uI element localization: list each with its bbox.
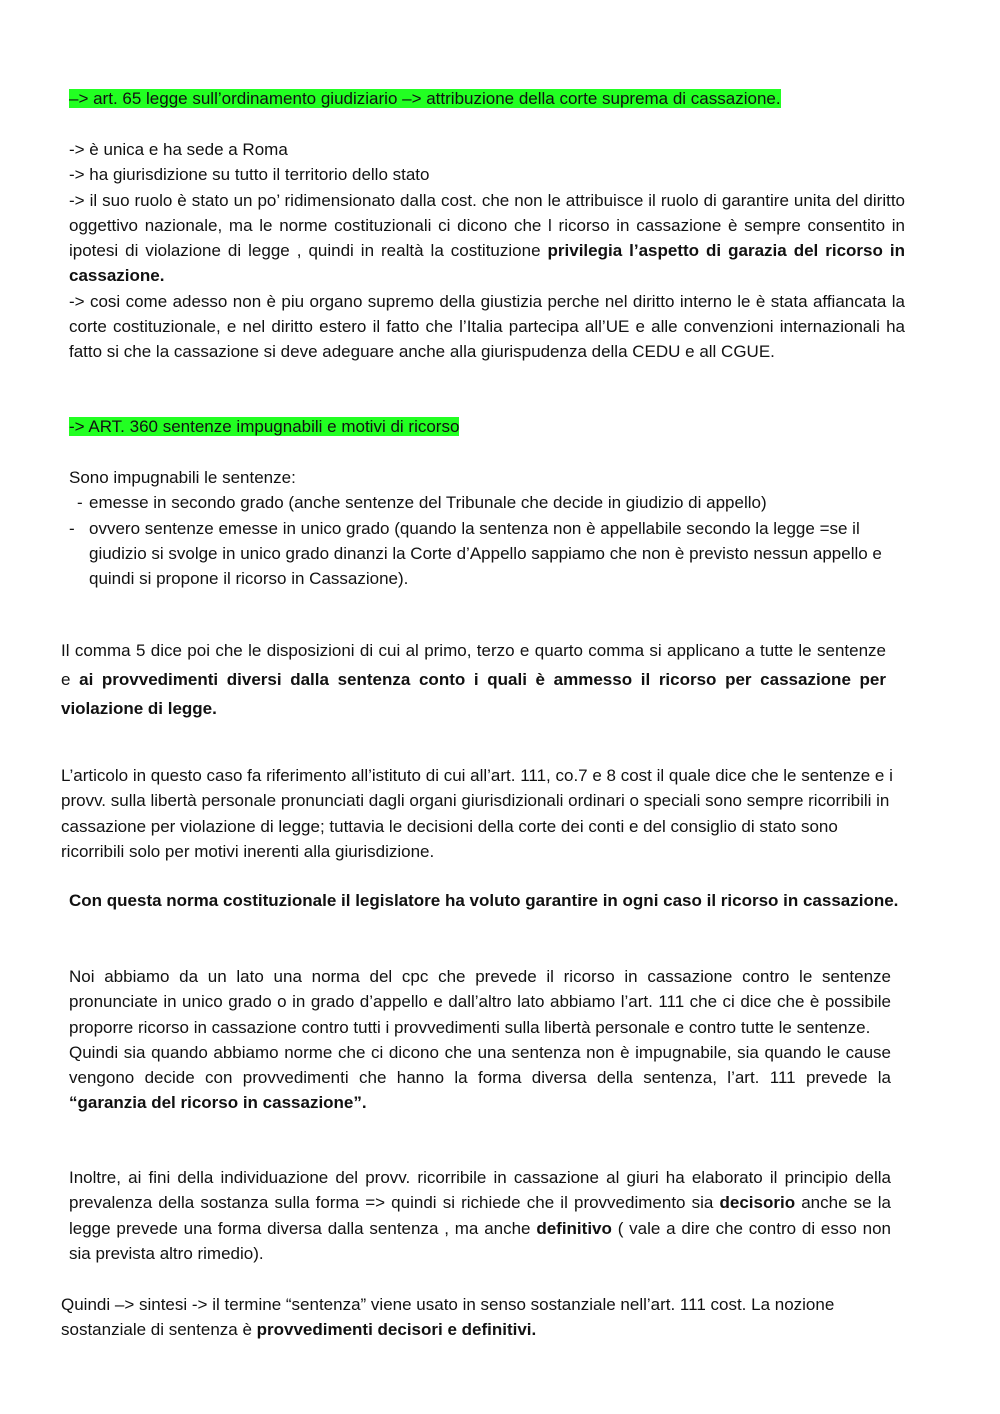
bold-garanzia: “garanzia del ricorso in cassazione”. (69, 1093, 367, 1113)
art-111-paragraph: L’articolo in questo caso fa riferimento all’istituto di cui all’art. 111, co.7 e 8 cost il quale dice che le sentenze e i provv. sulla libertà personale pronunciati dagli organi giurisdizionali ordinari o speciali sono sempre ricorribili in cassazione per violazione di legge; tuttavia le decisioni della corte dei conti e del consiglio di stato sono ricorribili solo per motivi inerenti alla giurisdizione. (61, 766, 893, 861)
cassazione-description (69, 137, 905, 365)
line-unica: -> è unica e ha sede a Roma (69, 140, 288, 159)
line-organo-supremo: -> cosi come adesso non è piu organo supremo della giustizia perche nel diritto interno le è stata affiancata la corte costituzionale, e nel diritto estero il fatto che l’Italia partecipa all’UE e alle convenzioni internazionali ha fatto si che la cassazione si deve adeguare anche alla giurispudenza della CEDU e all CGUE. (69, 291, 905, 362)
list-item: - emesse in secondo grado (anche sentenze del Tribunale che decide in giudizio di appello) (77, 493, 767, 513)
bold-norma-paragraph: Con questa norma costituzionale il legislatore ha voluto garantire in ogni caso il ricorso in cassazione. (69, 891, 899, 910)
highlight-heading-art-360: -> ART. 360 sentenze impugnabili e motivi di ricorso (69, 417, 460, 436)
heading-art-360 (69, 414, 949, 439)
impugnabili-list-block (69, 465, 905, 591)
quindi-sia-paragraph: Quindi sia quando abbiamo norme che ci dicono che una sentenza non è impugnabile, sia quando le cause vengono decide con provvedimenti che hanno la forma diversa della sentenza, l’art. 111 prevede la “garanzia del ricorso in cassazione”. (69, 1042, 891, 1113)
list-item: - ovvero sentenze emesse in unico grado (quando la sentenza non è appellabile secondo la legge =se il giudizio si svolge in unico grado dinanzi la Corte d’Appello sappiamo che non è previsto nessun appello e quindi si propone il ricorso in Cassazione). (69, 518, 882, 589)
line-ruolo: -> il suo ruolo è stato un po’ ridimensionato dalla cost. che non le attribuisce il ruolo di garantire unita del diritto oggettivo nazionale, ma le norme costituzionali ci dicono che l ricorso in cassazione è sempre consentito in ipotesi di violazione di legge , quindi in realtà la costituzione privilegia l’aspetto di garazia del ricorso in cassazione. (69, 190, 905, 286)
bold-decisorio: decisorio (719, 1193, 796, 1213)
bold-provvedimenti-decisori: provvedimenti decisori e definitivi. (256, 1320, 537, 1340)
impugnabili-list (69, 490, 905, 591)
bold-definitivo: definitivo (536, 1218, 612, 1238)
bold-provvedimenti-diversi: ai provvedimenti diversi dalla sentenza conto i quali è ammesso il ricorso per cassazione per violazione di legge. (61, 670, 886, 718)
heading-art-65 (69, 86, 949, 111)
sintesi-paragraph: Quindi –> sintesi -> il termine “sentenza” viene usato in senso sostanziale nell’art. 111 cost. La nozione sostanziale di sentenza è provvedimenti decisori e definitivi. (61, 1295, 835, 1340)
highlight-heading-art-65: –> art. 65 legge sull’ordinamento giudiziario –> attribuzione della corte suprema di cassazione. (69, 89, 781, 108)
bold-privilegia: privilegia l’aspetto di garazia del ricorso in cassazione. (69, 241, 905, 286)
line-giurisdizione: -> ha giurisdizione su tutto il territorio dello stato (69, 165, 430, 185)
noi-abbiamo-paragraph: Noi abbiamo da un lato una norma del cpc che prevede il ricorso in cassazione contro le sentenze pronunciate in unico grado o in grado d’appello e dall’altro lato abbiamo l’art. 111 che ci dice che è possibile proporre ricorso in cassazione contro tutti i provvedimenti sulla libertà personale e contro tutte le sentenze. Quindi sia quando abbiamo norme che ci dicono che una sentenza non è impugnabile, sia quando le cause vengono decide con provvedimenti che hanno la forma diversa della sentenza, l’art. 111 prevede la “garanzia del ricorso in cassazione”. (69, 964, 891, 1116)
list-intro: Sono impugnabili le sentenze: (69, 468, 296, 487)
comma-5-paragraph: Il comma 5 dice poi che le disposizioni di cui al primo, terzo e quarto comma si applicano a tutte le sentenze e ai provvedimenti diversi dalla sentenza conto i quali è ammesso il ricorso per cassazione per violazione di legge. (61, 641, 886, 718)
inoltre-paragraph: Inoltre, ai fini della individuazione del provv. ricorribile in cassazione al giuri ha elaborato il principio della prevalenza della sostanza sulla forma => quindi si richiede che il provvedimento sia decisorio anche se la legge prevede una forma diversa dalla sentenza , ma anche definitivo ( vale a dire che contro di esso non sia prevista altro rimedio). (69, 1168, 891, 1263)
